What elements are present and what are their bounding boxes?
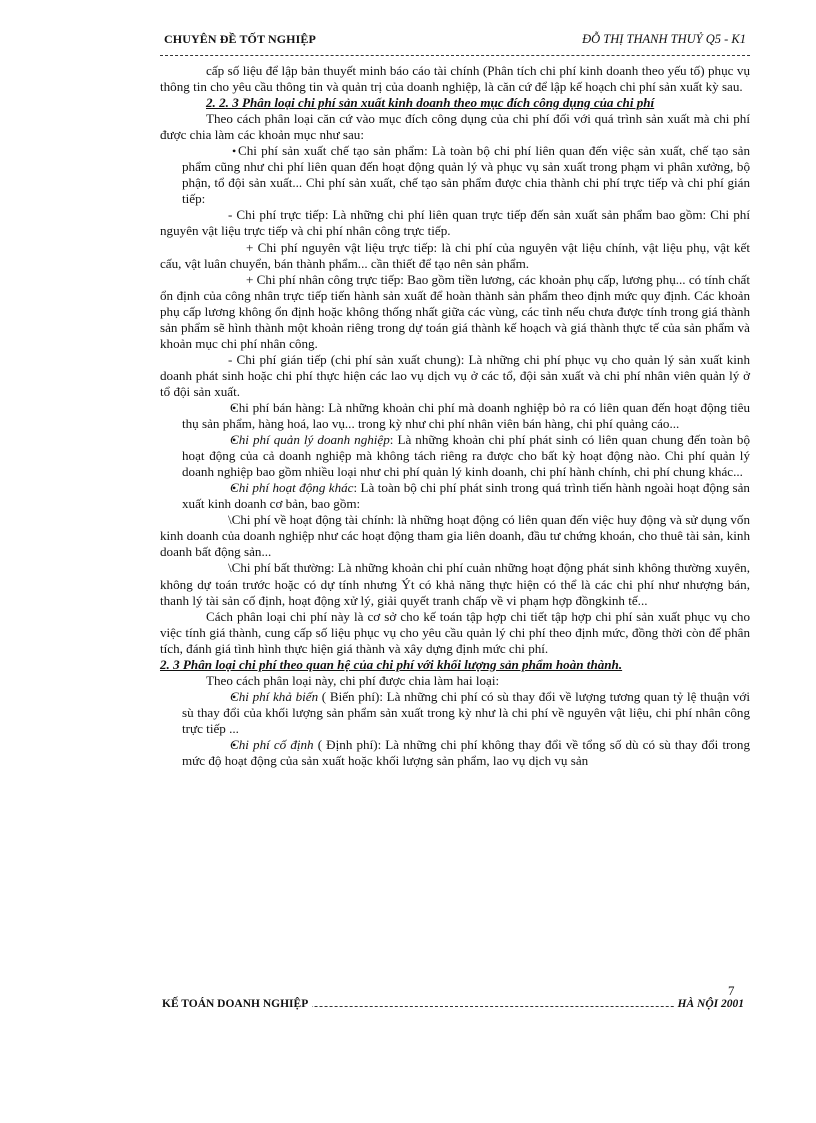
header-author: ĐỖ THỊ THANH THUỶ Q5 - K1 <box>582 32 746 46</box>
bullet-item <box>160 737 750 769</box>
section-heading: 2. 2. 3 Phân loại chi phí sản xuất kinh doanh theo mục đích công dụng của chi phí <box>206 95 655 111</box>
bullet-term: Chi phí hoạt động khác <box>230 480 354 496</box>
paragraph: Theo cách phân loại này, chi phí được chia làm hai loại: <box>206 672 500 688</box>
bullet-term: Chi phí cố định <box>230 736 314 752</box>
footer-left-text: KẾ TOÁN DOANH NGHIỆP <box>162 998 312 1010</box>
bullet-text: ( Biến phí): Là những chi phí có sù thay đổi về lượng tương quan tỷ lệ thuận với sù thay đổi của khối lượng sản phẩm sản xuất trong kỳ như là chi phí về nguyên vật liệu, chi phí nhân công trực tiếp ... <box>182 688 750 736</box>
paragraph: - Chi phí gián tiếp (chi phí sản xuất chung): Là những chi phí phục vụ cho quản lý sản xuất kinh doanh phát sinh hoặc chi phí thực hiện các lao vụ dịch vụ ở các tổ, đội sản xuất và chi phí nhân viên quản lý ở tổ đội sản xuất. <box>160 351 750 399</box>
bullet-term: Chi phí khả biến <box>230 688 319 704</box>
paragraph: - Chi phí trực tiếp: Là những chi phí liên quan trực tiếp đến sản xuất sản phẩm bao gồm: Chi phí nguyên vật liệu trực tiếp và chi phí nhân công trực tiếp. <box>160 207 750 239</box>
bullet-item <box>160 480 750 512</box>
page-header <box>160 30 750 50</box>
bullet-text: : Là những khoản chi phí phát sinh có liên quan chung đến toàn bộ hoạt động của cả doanh nghiệp mà không tách riêng ra được cho bất kỳ hoạt động nào. Chi phí quản lý doanh nghiệp bao gồm nhiều loại như chi phí quản lý kinh doanh, chi phí hành chính, chi phí chung khác... <box>182 432 750 480</box>
bullet-item: • Chi phí bán hàng: Là những khoản chi phí mà doanh nghiệp bỏ ra có liên quan đến hoạt động tiêu thụ sản phẩm, hàng hoá, lao vụ... trong kỳ như chi phí nhân viên bán hàng, chi phí quảng cáo... <box>160 400 750 432</box>
paragraph: \Chi phí bất thường: Là những khoản chi phí cuản những hoạt động phát sinh không thường xuyên, không dự toán trước hoặc có dự tính nhưng Ýt có khả năng thực hiện có thể là các chi phí như nhượng bán, thanh lý tài sản cố định, hoạt động xử lý, giải quyết tranh chấp về vi phạm hợp đồngkinh tế... <box>160 560 750 608</box>
bullet-term: Chi phí quản lý doanh nghiệp <box>230 432 390 448</box>
bullet-item <box>160 689 750 737</box>
bullet-text: : Là toàn bộ chi phí phát sinh trong quá trình tiến hành ngoài hoạt động sản xuất kinh doanh cơ bản, bao gồm: <box>182 480 750 512</box>
bullet-item: • Chi phí sản xuất chế tạo sản phẩm: Là toàn bộ chi phí liên quan đến việc sản xuất, chế tạo sản phẩm cũng như chi phí liên quan đến hoạt động quản lý và phục vụ sản xuất trong phạm vi phân xưởng, bộ phận, tổ đội sản xuất... Chi phí sản xuất, chế tạo sản phẩm được chia thành chi phí trực tiếp và chi phí gián tiếp: <box>160 143 750 207</box>
page-number: 7 <box>728 983 735 998</box>
section-heading: 2. 3 Phân loại chi phí theo quan hệ của chi phí với khối lượng sản phẩm hoàn thành. <box>160 656 623 672</box>
bullet-item <box>160 432 750 480</box>
document-body <box>160 63 750 769</box>
header-title: CHUYÊN ĐỀ TỐT NGHIỆP <box>164 32 316 46</box>
page-footer <box>160 998 750 1016</box>
paragraph: Cách phân loại chi phí này là cơ sở cho kế toán tập hợp chi tiết tập hợp chi phí sản xuất phục vụ cho việc tính giá thành, cung cấp số liệu phục vụ cho yêu cầu quản lý chi phí theo định mức, đồng thời còn để phân tích, đánh giá tình hình thực hiện giá thành và xây dựng định mức chi phí. <box>160 608 750 656</box>
paragraph: + Chi phí nguyên vật liệu trực tiếp: là chi phí của nguyên vật liệu chính, vật liệu phụ, vật kết cấu, vật luân chuyển, bán thành phẩm... cần thiết để tạo nên sản phẩm. <box>160 239 750 271</box>
header-divider <box>160 55 750 56</box>
footer-right-text: HÀ NỘI 2001 <box>674 998 744 1010</box>
paragraph: cấp số liệu để lập bản thuyết minh báo cáo tài chính (Phân tích chi phí kinh doanh theo yếu tố) phục vụ thông tin cho yêu cầu thông tin và quản trị của doanh nghiệp, là căn cứ để lập kế hoạch chi phí sản xuất kỳ sau. <box>160 63 750 95</box>
paragraph: \Chi phí về hoạt động tài chính: là những hoạt động có liên quan đến việc huy động và sử dụng vốn kinh doanh của doanh nghiệp như các hoạt động tham gia liên doanh, đầu tư chứng khoán, cho thuê tài sản, kinh doanh bất động sản... <box>160 512 750 560</box>
paragraph: + Chi phí nhân công trực tiếp: Bao gồm tiền lương, các khoản phụ cấp, lương phụ... có tính chất ổn định của công nhân trực tiếp tiến hành sản xuất để hoàn thành sản phẩm theo định mức quy định. Các khoản phụ cấp lương không ổn định hoặc không thống nhất giữa các vùng, các tỉnh nếu chưa được tính trong giá thành sản phẩm sẽ hình thành một khoản riêng trong dự toán giá thành kế hoạch và giá thành thực tế của sản phẩm và khoản mục chi phí nhân công. <box>160 271 750 351</box>
bullet-text: ( Định phí): Là những chi phí không thay đổi về tổng số dù có sù thay đổi trong mức độ hoạt động của sản xuất hoặc khối lượng sản phẩm, lao vụ dịch vụ sản <box>182 736 751 769</box>
paragraph: Theo cách phân loại căn cứ vào mục đích công dụng của chi phí đối với quá trình sản xuất mà chi phí được chia làm các khoản mục như sau: <box>160 111 750 143</box>
